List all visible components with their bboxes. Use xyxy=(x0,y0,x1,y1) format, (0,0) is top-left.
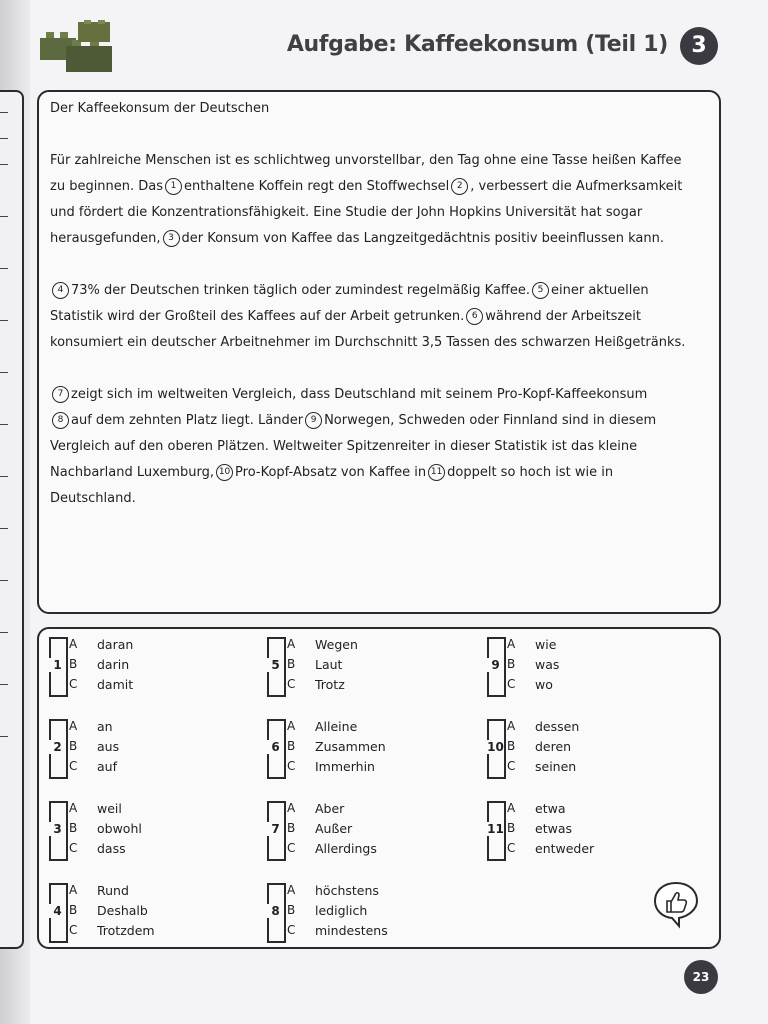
option-letter[interactable]: B xyxy=(507,821,516,835)
paragraph-text: konsumiert ein deutscher Arbeitnehmer im Durchschnitt 3,5 Tassen des schwarzen Heißgetränks. xyxy=(50,335,686,350)
paragraph-text: Vergleich auf den oberen Plätzen. Weltweiter Spitzenreiter in dieser Statistik ist das kleine xyxy=(50,439,638,454)
paragraph-text: während der Arbeitszeit xyxy=(485,309,641,324)
option-text[interactable]: was xyxy=(535,657,560,672)
reading-text-box xyxy=(37,90,721,614)
answer-group xyxy=(267,719,467,777)
option-letter[interactable]: C xyxy=(69,759,78,773)
option-text[interactable]: etwa xyxy=(535,801,566,816)
answer-group xyxy=(267,637,467,695)
answer-group xyxy=(49,637,249,695)
answer-group xyxy=(267,883,467,941)
answer-group xyxy=(49,883,249,941)
gap-number-marker: 11 xyxy=(428,464,445,481)
option-letter[interactable]: C xyxy=(287,759,296,773)
paragraph-text: Norwegen, Schweden oder Finnland sind in diesem xyxy=(324,413,657,428)
option-text[interactable]: dessen xyxy=(535,719,580,734)
paragraph-text: Für zahlreiche Menschen ist es schlichtweg unvorstellbar, den Tag ohne eine Tasse heißen Kaffee xyxy=(50,153,682,168)
strip-tick xyxy=(0,216,8,217)
option-letter[interactable]: A xyxy=(507,801,516,815)
section-badge: 3 xyxy=(680,27,718,65)
option-text[interactable]: etwas xyxy=(535,821,572,836)
strip-tick xyxy=(0,736,8,737)
paragraph-text: auf dem zehnten Platz liegt. Länder xyxy=(71,413,304,428)
option-text[interactable]: aus xyxy=(97,739,120,754)
option-text[interactable]: Trotz xyxy=(315,677,345,692)
option-text[interactable]: Wegen xyxy=(315,637,358,652)
option-letter[interactable]: C xyxy=(69,923,78,937)
option-text[interactable]: deren xyxy=(535,739,572,754)
paragraph-text: Nachbarland Luxemburg, xyxy=(50,465,215,480)
option-letter[interactable]: B xyxy=(507,739,516,753)
option-letter[interactable]: C xyxy=(507,677,516,691)
lego-bricks-icon xyxy=(38,20,118,76)
question-number: 4 xyxy=(49,904,66,918)
answer-group xyxy=(487,801,687,859)
thumbs-up-speech-bubble-icon xyxy=(651,879,701,929)
question-number: 10 xyxy=(487,740,504,754)
paragraph-text: einer aktuellen xyxy=(551,283,649,298)
option-text[interactable]: Rund xyxy=(97,883,129,898)
option-letter[interactable]: A xyxy=(287,719,296,733)
option-text[interactable]: obwohl xyxy=(97,821,142,836)
option-text[interactable]: entweder xyxy=(535,841,595,856)
option-text[interactable]: Zusammen xyxy=(315,739,386,754)
paragraph xyxy=(50,148,710,252)
option-text[interactable]: Allerdings xyxy=(315,841,377,856)
option-letter[interactable]: C xyxy=(507,759,516,773)
option-text[interactable]: Alleine xyxy=(315,719,358,734)
option-letter[interactable]: A xyxy=(287,801,296,815)
question-number: 7 xyxy=(267,822,284,836)
page-title: Aufgabe: Kaffeekonsum (Teil 1) xyxy=(286,32,668,57)
answer-group xyxy=(49,801,249,859)
option-letter[interactable]: C xyxy=(507,841,516,855)
paragraph-text: Deutschland. xyxy=(50,491,136,506)
option-text[interactable]: an xyxy=(97,719,113,734)
option-letter[interactable]: B xyxy=(69,903,78,917)
option-letter[interactable]: A xyxy=(507,719,516,733)
paragraph-text: , verbessert die Aufmerksamkeit xyxy=(470,179,683,194)
answer-options-box xyxy=(37,627,721,949)
strip-tick xyxy=(0,372,8,373)
question-number: 2 xyxy=(49,740,66,754)
option-text[interactable]: Laut xyxy=(315,657,343,672)
gap-number-marker: 4 xyxy=(52,282,69,299)
answer-group xyxy=(487,637,687,695)
answer-group xyxy=(267,801,467,859)
page-number: 23 xyxy=(684,960,718,994)
option-text[interactable]: wie xyxy=(535,637,557,652)
option-text[interactable]: damit xyxy=(97,677,134,692)
option-letter[interactable]: A xyxy=(507,637,516,651)
option-text[interactable]: auf xyxy=(97,759,117,774)
option-letter[interactable]: A xyxy=(287,637,296,651)
gap-number-marker: 7 xyxy=(52,386,69,403)
question-number: 11 xyxy=(487,822,504,836)
paragraph xyxy=(50,278,710,356)
option-letter[interactable]: B xyxy=(69,821,78,835)
option-text[interactable]: lediglich xyxy=(315,903,368,918)
option-letter[interactable]: C xyxy=(287,841,296,855)
option-text[interactable]: Deshalb xyxy=(97,903,148,918)
strip-tick xyxy=(0,424,8,425)
option-letter[interactable]: A xyxy=(69,637,78,651)
paragraph-text: zu beginnen. Das xyxy=(50,179,164,194)
answer-group xyxy=(49,719,249,777)
question-number: 6 xyxy=(267,740,284,754)
strip-tick xyxy=(0,476,8,477)
option-text[interactable]: daran xyxy=(97,637,134,652)
gap-number-marker: 10 xyxy=(216,464,233,481)
option-letter[interactable]: B xyxy=(287,821,296,835)
gap-number-marker: 9 xyxy=(305,412,322,429)
gap-number-marker: 8 xyxy=(52,412,69,429)
gap-number-marker: 3 xyxy=(163,230,180,247)
option-text[interactable]: Aber xyxy=(315,801,345,816)
option-letter[interactable]: B xyxy=(69,657,78,671)
answer-group xyxy=(487,719,687,777)
gap-number-marker: 6 xyxy=(466,308,483,325)
strip-tick xyxy=(0,320,8,321)
paragraph-text: doppelt so hoch ist wie in xyxy=(447,465,614,480)
question-number: 3 xyxy=(49,822,66,836)
option-letter[interactable]: A xyxy=(69,883,78,897)
paragraph-text: zeigt sich im weltweiten Vergleich, dass Deutschland mit seinem Pro-Kopf-Kaffeekonsum xyxy=(71,387,648,402)
option-text[interactable]: Immerhin xyxy=(315,759,375,774)
option-letter[interactable]: B xyxy=(287,903,296,917)
option-letter[interactable]: C xyxy=(69,841,78,855)
option-letter[interactable]: C xyxy=(287,923,296,937)
option-text[interactable]: höchstens xyxy=(315,883,379,898)
question-number: 8 xyxy=(267,904,284,918)
strip-tick xyxy=(0,268,8,269)
paragraph-text: herausgefunden, xyxy=(50,231,161,246)
paragraph-text: Statistik wird der Großteil des Kaffees auf der Arbeit getrunken. xyxy=(50,309,465,324)
option-text[interactable]: weil xyxy=(97,801,122,816)
option-letter[interactable]: B xyxy=(507,657,516,671)
option-letter[interactable]: C xyxy=(287,677,296,691)
option-letter[interactable]: C xyxy=(69,677,78,691)
gap-number-marker: 5 xyxy=(532,282,549,299)
strip-tick xyxy=(0,580,8,581)
option-text[interactable]: dass xyxy=(97,841,126,856)
left-margin-strip xyxy=(0,90,24,949)
text-title: Der Kaffeekonsum der Deutschen xyxy=(50,101,270,116)
option-text[interactable]: darin xyxy=(97,657,130,672)
option-letter[interactable]: B xyxy=(287,657,296,671)
strip-tick xyxy=(0,138,8,139)
option-text[interactable]: mindestens xyxy=(315,923,388,938)
gap-number-marker: 2 xyxy=(451,178,468,195)
question-number: 5 xyxy=(267,658,284,672)
paragraph-text: 73% der Deutschen trinken täglich oder zumindest regelmäßig Kaffee. xyxy=(71,283,531,298)
option-text[interactable]: Trotzdem xyxy=(97,923,155,938)
question-number: 9 xyxy=(487,658,504,672)
option-letter[interactable]: B xyxy=(69,739,78,753)
paragraph-text: der Konsum von Kaffee das Langzeitgedächtnis positiv beeinflussen kann. xyxy=(181,231,664,246)
question-number: 1 xyxy=(49,658,66,672)
gap-number-marker: 1 xyxy=(165,178,182,195)
option-letter[interactable]: A xyxy=(69,801,78,815)
paragraph-text: Pro-Kopf-Absatz von Kaffee in xyxy=(235,465,427,480)
option-text[interactable]: Außer xyxy=(315,821,353,836)
option-letter[interactable]: A xyxy=(287,883,296,897)
strip-tick xyxy=(0,684,8,685)
option-letter[interactable]: A xyxy=(69,719,78,733)
strip-tick xyxy=(0,112,8,113)
paragraph-text: enthaltene Koffein regt den Stoffwechsel xyxy=(184,179,450,194)
strip-tick xyxy=(0,164,8,165)
option-text[interactable]: wo xyxy=(535,677,553,692)
strip-tick xyxy=(0,528,8,529)
strip-tick xyxy=(0,632,8,633)
paragraph-text: und fördert die Konzentrationsfähigkeit. Eine Studie der John Hopkins Universität hat sogar xyxy=(50,205,643,220)
option-text[interactable]: seinen xyxy=(535,759,577,774)
option-letter[interactable]: B xyxy=(287,739,296,753)
paragraph xyxy=(50,382,710,512)
